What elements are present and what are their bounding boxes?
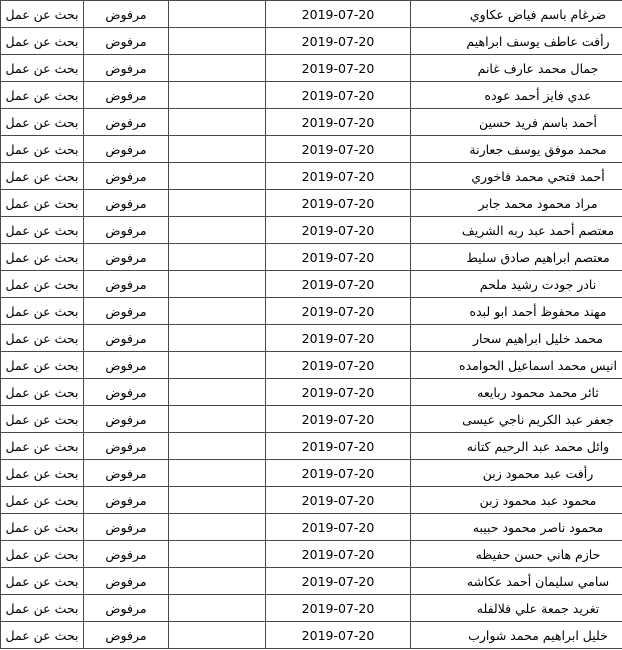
applicant-name-cell: محمد خليل ابراهيم سحار [411,325,622,352]
request-type-cell: بحث عن عمل [1,406,84,433]
empty-cell [169,406,266,433]
request-type-cell: بحث عن عمل [1,298,84,325]
applicant-name-cell: خليل ابراهيم محمد شوارب [411,622,622,649]
application-date-cell: 2019-07-20 [266,109,411,136]
empty-cell [169,190,266,217]
status-cell: مرفوض [84,595,169,622]
table-row [1,352,622,379]
status-cell: مرفوض [84,487,169,514]
application-date-cell: 2019-07-20 [266,406,411,433]
empty-cell [169,460,266,487]
request-type-cell: بحث عن عمل [1,487,84,514]
empty-cell [169,325,266,352]
applicant-name-cell: عدي فايز أحمد عوده [411,82,622,109]
request-type-cell: بحث عن عمل [1,379,84,406]
status-cell: مرفوض [84,325,169,352]
status-cell: مرفوض [84,541,169,568]
table-row [1,244,622,271]
applicant-name-cell: ثائر محمد محمود ربايعه [411,379,622,406]
application-date-cell: 2019-07-20 [266,28,411,55]
request-type-cell: بحث عن عمل [1,325,84,352]
empty-cell [169,55,266,82]
request-type-cell: بحث عن عمل [1,244,84,271]
empty-cell [169,379,266,406]
request-type-cell: بحث عن عمل [1,82,84,109]
empty-cell [169,487,266,514]
applicant-name-cell: مهند محفوظ أحمد ابو لبده [411,298,622,325]
applicant-name-cell: نادر جودت رشيد ملحم [411,271,622,298]
status-cell: مرفوض [84,190,169,217]
application-date-cell: 2019-07-20 [266,82,411,109]
applicant-name-cell: سامي سليمان أحمد عكاشه [411,568,622,595]
applicant-name-cell: رأفت عاطف يوسف ابراهيم [411,28,622,55]
status-cell: مرفوض [84,1,169,28]
status-cell: مرفوض [84,82,169,109]
status-cell: مرفوض [84,514,169,541]
application-date-cell: 2019-07-20 [266,163,411,190]
empty-cell [169,352,266,379]
table-row [1,541,622,568]
table-row [1,460,622,487]
application-date-cell: 2019-07-20 [266,595,411,622]
empty-cell [169,433,266,460]
status-cell: مرفوض [84,352,169,379]
table-row [1,28,622,55]
applicant-name-cell: محمود ناصر محمود حبيبه [411,514,622,541]
table-row [1,271,622,298]
request-type-cell: بحث عن عمل [1,271,84,298]
application-date-cell: 2019-07-20 [266,244,411,271]
application-date-cell: 2019-07-20 [266,379,411,406]
applicant-name-cell: وائل محمد عبد الرحيم كتانه [411,433,622,460]
table-row [1,136,622,163]
application-date-cell: 2019-07-20 [266,352,411,379]
application-date-cell: 2019-07-20 [266,568,411,595]
application-date-cell: 2019-07-20 [266,190,411,217]
table-row [1,190,622,217]
applicant-name-cell: أحمد باسم فريد حسين [411,109,622,136]
application-date-cell: 2019-07-20 [266,541,411,568]
table-row [1,595,622,622]
request-type-cell: بحث عن عمل [1,55,84,82]
request-type-cell: بحث عن عمل [1,163,84,190]
request-type-cell: بحث عن عمل [1,622,84,649]
request-type-cell: بحث عن عمل [1,190,84,217]
empty-cell [169,109,266,136]
empty-cell [169,82,266,109]
application-date-cell: 2019-07-20 [266,622,411,649]
request-type-cell: بحث عن عمل [1,28,84,55]
empty-cell [169,28,266,55]
request-type-cell: بحث عن عمل [1,595,84,622]
empty-cell [169,514,266,541]
empty-cell [169,541,266,568]
status-cell: مرفوض [84,622,169,649]
table-body [1,1,622,649]
applicant-name-cell: معتصم ابراهيم صادق سليط [411,244,622,271]
application-date-cell: 2019-07-20 [266,298,411,325]
status-cell: مرفوض [84,244,169,271]
empty-cell [169,595,266,622]
application-date-cell: 2019-07-20 [266,271,411,298]
applicant-name-cell: تغريد جمعة علي فلالفله [411,595,622,622]
application-date-cell: 2019-07-20 [266,1,411,28]
request-type-cell: بحث عن عمل [1,217,84,244]
request-type-cell: بحث عن عمل [1,460,84,487]
application-date-cell: 2019-07-20 [266,136,411,163]
table-row [1,55,622,82]
application-date-cell: 2019-07-20 [266,217,411,244]
empty-cell [169,136,266,163]
applicant-name-cell: جمال محمد عارف غانم [411,55,622,82]
empty-cell [169,298,266,325]
applicant-name-cell: انيس محمد اسماعيل الحوامده [411,352,622,379]
status-cell: مرفوض [84,568,169,595]
request-type-cell: بحث عن عمل [1,109,84,136]
request-type-cell: بحث عن عمل [1,136,84,163]
table-row [1,568,622,595]
application-date-cell: 2019-07-20 [266,487,411,514]
empty-cell [169,568,266,595]
request-type-cell: بحث عن عمل [1,514,84,541]
status-cell: مرفوض [84,298,169,325]
status-cell: مرفوض [84,55,169,82]
applicant-name-cell: رأفت عبد محمود زبن [411,460,622,487]
status-cell: مرفوض [84,217,169,244]
empty-cell [169,271,266,298]
empty-cell [169,1,266,28]
table-row [1,406,622,433]
table-row [1,82,622,109]
status-cell: مرفوض [84,433,169,460]
empty-cell [169,622,266,649]
table-row [1,325,622,352]
application-date-cell: 2019-07-20 [266,325,411,352]
applicant-name-cell: حازم هاني حسن حفيظه [411,541,622,568]
status-cell: مرفوض [84,109,169,136]
table-row [1,217,622,244]
applicant-name-cell: محمود عبد محمود زبن [411,487,622,514]
table-row [1,298,622,325]
status-cell: مرفوض [84,28,169,55]
application-date-cell: 2019-07-20 [266,55,411,82]
application-date-cell: 2019-07-20 [266,460,411,487]
status-cell: مرفوض [84,163,169,190]
application-date-cell: 2019-07-20 [266,433,411,460]
applicant-name-cell: معتصم أحمد عبد ربه الشريف [411,217,622,244]
empty-cell [169,163,266,190]
applicant-name-cell: ضرغام باسم فياض عكاوي [411,1,622,28]
request-type-cell: بحث عن عمل [1,1,84,28]
table-row [1,163,622,190]
empty-cell [169,217,266,244]
request-type-cell: بحث عن عمل [1,433,84,460]
table-row [1,433,622,460]
table-row [1,1,622,28]
applicant-name-cell: مراد محمود محمد جابر [411,190,622,217]
applicant-name-cell: أحمد فتحي محمد فاخوري [411,163,622,190]
status-cell: مرفوض [84,460,169,487]
applicant-name-cell: محمد موفق يوسف جعارنة [411,136,622,163]
request-type-cell: بحث عن عمل [1,541,84,568]
applicant-name-cell: جعفر عبد الكريم ناجي عيسى [411,406,622,433]
status-cell: مرفوض [84,271,169,298]
status-cell: مرفوض [84,379,169,406]
table-row [1,622,622,649]
request-type-cell: بحث عن عمل [1,568,84,595]
empty-cell [169,244,266,271]
application-date-cell: 2019-07-20 [266,514,411,541]
status-cell: مرفوض [84,136,169,163]
table-row [1,109,622,136]
table-row [1,514,622,541]
status-cell: مرفوض [84,406,169,433]
table-row [1,487,622,514]
request-type-cell: بحث عن عمل [1,352,84,379]
table-row [1,379,622,406]
